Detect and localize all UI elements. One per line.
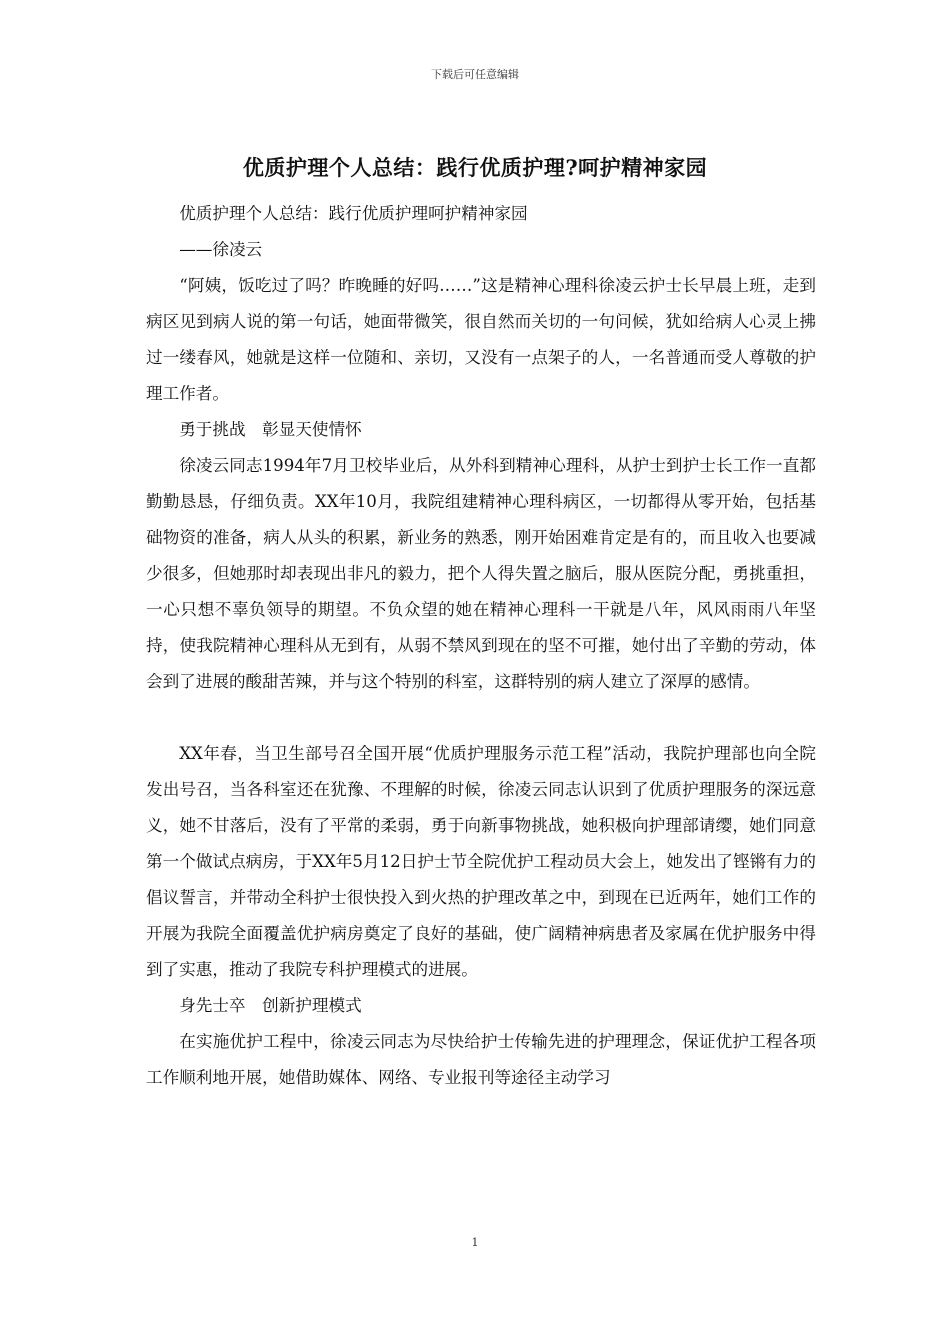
paragraph-implementation: 在实施优护工程中，徐凌云同志为尽快给护士传输先进的护理理念，保证优护工程各项工作顺利地开展，她借助媒体、网络、专业报刊等途径主动学习	[146, 1032, 816, 1087]
document-body	[146, 196, 816, 1096]
document-author: ——徐凌云	[179, 240, 263, 259]
section-heading-innovation: 身先士卒 创新护理模式	[179, 996, 362, 1015]
paragraph-quality-program: XX年春，当卫生部号召全国开展“优质护理服务示范工程”活动，我院护理部也向全院发出号召，当各科室还在犹豫、不理解的时候，徐凌云同志认识到了优质护理服务的深远意义，她不甘落后，没有了平常的柔弱，勇于向新事物挑战，她积极向护理部请缨，她们同意第一个做试点病房，于XX年5月12日护士节全院优护工程动员大会上，她发出了铿锵有力的倡议誓言，并带动全科护士很快投入到火热的护理改革之中，到现在已近两年，她们工作的开展为我院全面覆盖优护病房奠定了良好的基础，使广阔精神病患者及家属在优护服务中得到了实惠，推动了我院专科护理模式的进展。	[146, 744, 816, 979]
section-heading-challenge: 勇于挑战 彰显天使情怀	[179, 420, 362, 439]
paragraph-intro: “阿姨，饭吃过了吗？昨晚睡的好吗……”这是精神心理科徐凌云护士长早晨上班，走到病区见到病人说的第一句话，她面带微笑，很自然而关切的一句问候，犹如给病人心灵上拂过一缕春风，她就是这样一位随和、亲切，又没有一点架子的人，一名普通而受人尊敬的护理工作者。	[146, 276, 816, 403]
page-header-note: 下载后可任意编辑	[431, 68, 519, 81]
page-number: 1	[471, 1236, 479, 1249]
paragraph-career: 徐凌云同志1994年7月卫校毕业后，从外科到精神心理科，从护士到护士长工作一直都勤勤恳恳，仔细负责。XX年10月，我院组建精神心理科病区，一切都得从零开始，包括基础物资的准备，病人从头的积累，新业务的熟悉，刚开始困难肯定是有的，而且收入也要减少很多，但她那时却表现出非凡的毅力，把个人得失置之脑后，服从医院分配，勇挑重担，一心只想不辜负领导的期望。不负众望的她在精神心理科一干就是八年，风风雨雨八年坚持，使我院精神心理科从无到有，从弱不禁风到现在的坚不可摧，她付出了辛勤的劳动，体会到了进展的酸甜苦辣，并与这个特别的科室，这群特别的病人建立了深厚的感情。	[146, 456, 816, 691]
document-title: 优质护理个人总结：践行优质护理?呵护精神家园	[242, 155, 708, 180]
document-subtitle: 优质护理个人总结：践行优质护理呵护精神家园	[179, 204, 528, 223]
paragraph-spacer	[146, 700, 816, 736]
